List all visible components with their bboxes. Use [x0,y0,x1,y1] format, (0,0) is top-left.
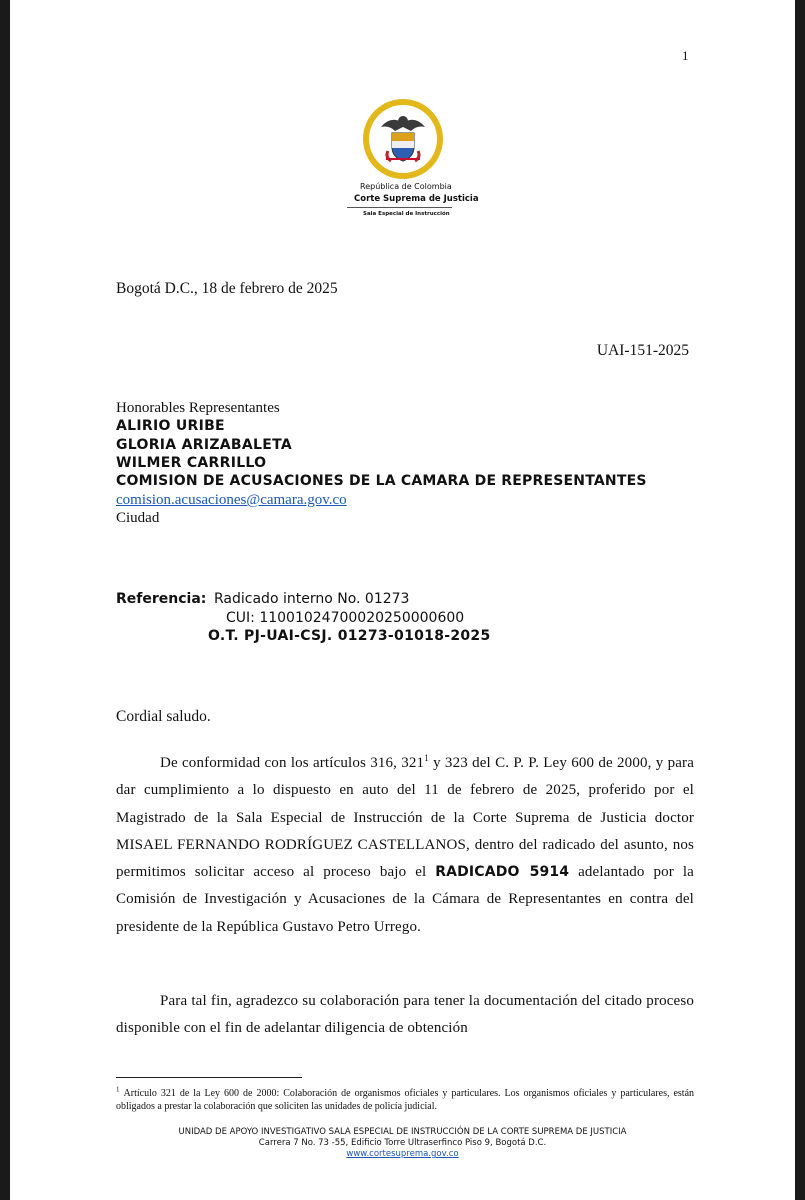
body-bold-text: RADICADO 5914 [435,864,570,881]
body-text: De conformidad con los artículos 316, 321 [160,755,425,771]
reference-internal-number: Radicado interno No. 01273 [214,591,410,607]
court-seal [361,97,445,181]
body-paragraph [116,750,694,941]
reference-code: UAI-151-2025 [596,342,689,359]
reference-cui: CUI: 11001024700020250000600 [226,610,465,626]
footnote-divider [116,1077,302,1078]
footer-address: Carrera 7 No. 73 -55, Edificio Torre Ultraserfinco Piso 9, Bogotá D.C. [258,1138,547,1148]
footnote-text: Artículo 321 de la Ley 600 de 2000: Colaboración de organismos oficiales y particulares. Los organismos oficiales y particulares, están obligados a prestar la colaboración que soliciten las unidades de policía judicial. [116,1088,695,1112]
date-line: Bogotá D.C., 18 de febrero de 2025 [116,280,338,297]
reference-label: Referencia: [116,591,207,607]
footnote-ref: 1 [424,753,429,763]
body-text: y 323 del C. P. P. Ley 600 de 2000, y para dar cumplimiento a lo dispuesto en auto del 11 de febrero de 2025, proferido por el Magistrado de la Sala Especial de Instrucción de la Corte Suprema de Justicia doctor MISAEL FERNANDO RODRÍGUEZ CASTELLANOS, dentro del radicado del asunto, nos permitimos solicitar acceso al proceso bajo el [116,755,694,881]
seal-text-country: República de Colombia [360,182,452,191]
footer-website-link[interactable]: www.cortesuprema.gov.co [346,1149,459,1159]
seal-text-chamber: Sala Especial de Instrucción [363,211,450,217]
body-text: adelantado por la Comisión de Investigación y Acusaciones de la Cámara de Representantes en contra del presidente de la República Gustavo Petro Urrego. [116,864,694,935]
recipient-salutation: Honorables Representantes [116,400,280,416]
recipient-name: WILMER CARRILLO [116,455,267,471]
recipient-name: GLORIA ARIZABALETA [116,437,293,453]
footnote [116,1087,694,1113]
body-text: Para tal fin, agradezco su colaboración para tener la documentación del citado proceso disponible con el fin de adelantar diligencia de obtención [116,993,694,1037]
greeting: Cordial saludo. [116,708,211,725]
recipient-name: ALIRIO URIBE [116,418,225,434]
footnote-mark: 1 [116,1085,120,1094]
seal-divider [347,207,452,208]
seal-text-court: Corte Suprema de Justicia [354,194,479,204]
recipient-commission: COMISION DE ACUSACIONES DE LA CAMARA DE REPRESENTANTES [116,473,647,489]
body-paragraph [116,988,694,1043]
page-number: 1 [682,48,689,63]
footer-unit-name: UNIDAD DE APOYO INVESTIGATIVO SALA ESPECIAL DE INSTRUCCIÓN DE LA CORTE SUPREMA DE JUSTICIA [178,1127,627,1137]
recipient-email-link[interactable]: comision.acusaciones@camara.gov.co [116,492,347,508]
coat-of-arms-icon [361,97,445,181]
document-page [10,0,795,1200]
recipient-city: Ciudad [116,510,160,526]
reference-ot: O.T. PJ-UAI-CSJ. 01273-01018-2025 [208,628,491,644]
